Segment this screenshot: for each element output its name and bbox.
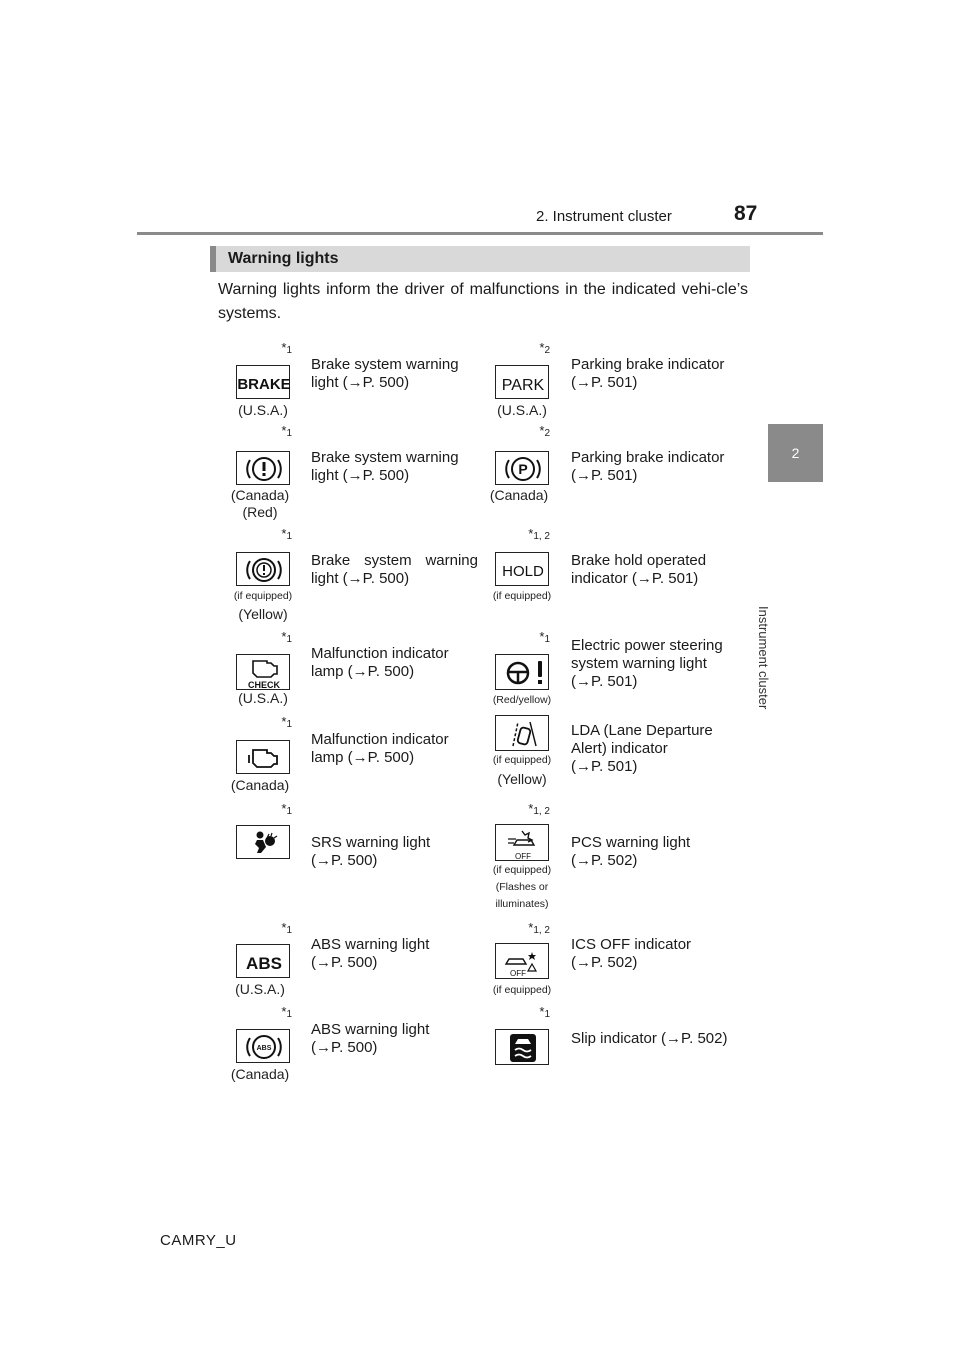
icon-caption: (Canada) xyxy=(230,777,290,793)
icon-caption: (if equipped) xyxy=(492,590,552,602)
svg-text:PARK: PARK xyxy=(501,377,545,394)
intro-paragraph: Warning lights inform the driver of malfunctions in the indicated vehi-cle’s systems. xyxy=(218,281,748,322)
brake-text-icon xyxy=(236,365,290,399)
pcs-off-icon xyxy=(495,824,549,861)
airbag-icon xyxy=(236,825,290,859)
warning-description: Brake system warning light (→P. 500) xyxy=(311,356,459,391)
icon-caption: (Canada) xyxy=(230,1066,290,1082)
footnote-marker: $*_1$ xyxy=(281,714,292,730)
warning-description: Electric power steering system warning light (→P. 501) xyxy=(571,637,723,690)
footnote-marker: $*_1$ xyxy=(281,340,292,356)
icon-caption: (if equipped) xyxy=(233,590,293,602)
chapter-tab: 2 xyxy=(768,424,823,482)
warning-description: Parking brake indicator (→P. 501) xyxy=(571,356,725,391)
footnote-marker: $*_2$ xyxy=(539,340,550,356)
warning-description: ICS OFF indicator (→P. 502) xyxy=(571,936,692,971)
footnote-marker: $*_1$ xyxy=(281,526,292,542)
warning-description: Malfunction indicator lamp (→P. 500) xyxy=(311,731,449,766)
brake-warning-circle-icon xyxy=(236,451,290,485)
svg-text:BRAKE: BRAKE xyxy=(237,376,291,393)
icon-caption: (if equipped) (Flashes or illuminates) xyxy=(492,864,552,910)
svg-text:ABS: ABS xyxy=(256,1045,272,1052)
svg-text:OFF: OFF xyxy=(515,852,531,861)
icon-caption: (Yellow) xyxy=(497,771,547,787)
footnote-marker: $*_1$ xyxy=(281,423,292,439)
warning-description: Brake system warning xyxy=(311,552,478,569)
footnote-marker: $*_1$ xyxy=(539,629,550,645)
icon-caption: (U.S.A.) xyxy=(238,402,288,418)
abs-text-icon xyxy=(236,944,290,978)
hold-text-icon xyxy=(495,552,549,586)
chapter-tab-label: Instrument cluster xyxy=(756,606,771,710)
check-engine-icon xyxy=(236,654,290,690)
lane-departure-icon xyxy=(495,715,549,751)
power-steering-warning-icon xyxy=(495,654,549,690)
warning-description: Slip indicator (→P. 502) xyxy=(571,1030,728,1047)
icon-caption: (if equipped) xyxy=(492,984,552,996)
icon-caption: (U.S.A.) xyxy=(238,690,288,706)
icon-caption: (U.S.A.) xyxy=(497,402,547,418)
warning-description: LDA (Lane Departure Alert) indicator (→P. 501) xyxy=(571,722,713,775)
footnote-marker: $*_{1, 2}$ xyxy=(528,801,550,817)
svg-text:P: P xyxy=(518,461,528,477)
warning-description: Malfunction indicator lamp (→P. 500) xyxy=(311,645,449,680)
abs-circle-icon xyxy=(236,1029,290,1063)
svg-text:OFF: OFF xyxy=(510,969,526,978)
warning-description: Brake hold operated indicator (→P. 501) xyxy=(571,552,707,587)
footnote-marker: $*_2$ xyxy=(539,423,550,439)
warning-description: ABS warning light (→P. 500) xyxy=(311,1021,430,1056)
footnote-marker: $*_1$ xyxy=(539,1004,550,1020)
footnote-marker: $*_{1, 2}$ xyxy=(528,526,550,542)
warning-description: PCS warning light (→P. 502) xyxy=(571,834,691,869)
section-heading: Warning lights xyxy=(210,246,750,272)
parking-p-circle-icon xyxy=(495,451,549,485)
icon-caption: (Yellow) xyxy=(238,606,288,622)
footnote-marker: $*_1$ xyxy=(281,801,292,817)
section-label: 2. Instrument cluster xyxy=(536,208,672,225)
footnote-marker: $*_1$ xyxy=(281,629,292,645)
icon-caption: (if equipped) xyxy=(492,754,552,766)
footnote-marker: $*_1$ xyxy=(281,1004,292,1020)
icon-caption: (Canada) (Red) xyxy=(230,487,290,520)
warning-description: SRS warning light (→P. 500) xyxy=(311,834,431,869)
icon-caption: (Canada) xyxy=(489,487,549,503)
slip-indicator-icon xyxy=(495,1029,549,1065)
svg-text:HOLD: HOLD xyxy=(502,563,544,580)
ics-off-icon xyxy=(495,943,549,979)
header-rule xyxy=(137,232,823,235)
footnote-marker: $*_{1, 2}$ xyxy=(528,920,550,936)
footer-model: CAMRY_U xyxy=(160,1232,237,1249)
icon-caption: (Red/yellow) xyxy=(492,694,552,706)
icon-caption: (U.S.A.) xyxy=(235,981,285,997)
svg-text:CHECK: CHECK xyxy=(247,680,281,690)
warning-description: ABS warning light (→P. 500) xyxy=(311,936,430,971)
page-number: 87 xyxy=(734,202,758,225)
warning-description: Brake system warning light (→P. 500) xyxy=(311,449,459,484)
park-text-icon xyxy=(495,365,549,399)
svg-text:ABS: ABS xyxy=(246,954,282,973)
warning-description: light (→P. 500) xyxy=(311,570,410,587)
engine-icon xyxy=(236,740,290,774)
footnote-marker: $*_1$ xyxy=(281,920,292,936)
brake-system-circle-icon xyxy=(236,552,290,586)
warning-description: Parking brake indicator (→P. 501) xyxy=(571,449,725,484)
